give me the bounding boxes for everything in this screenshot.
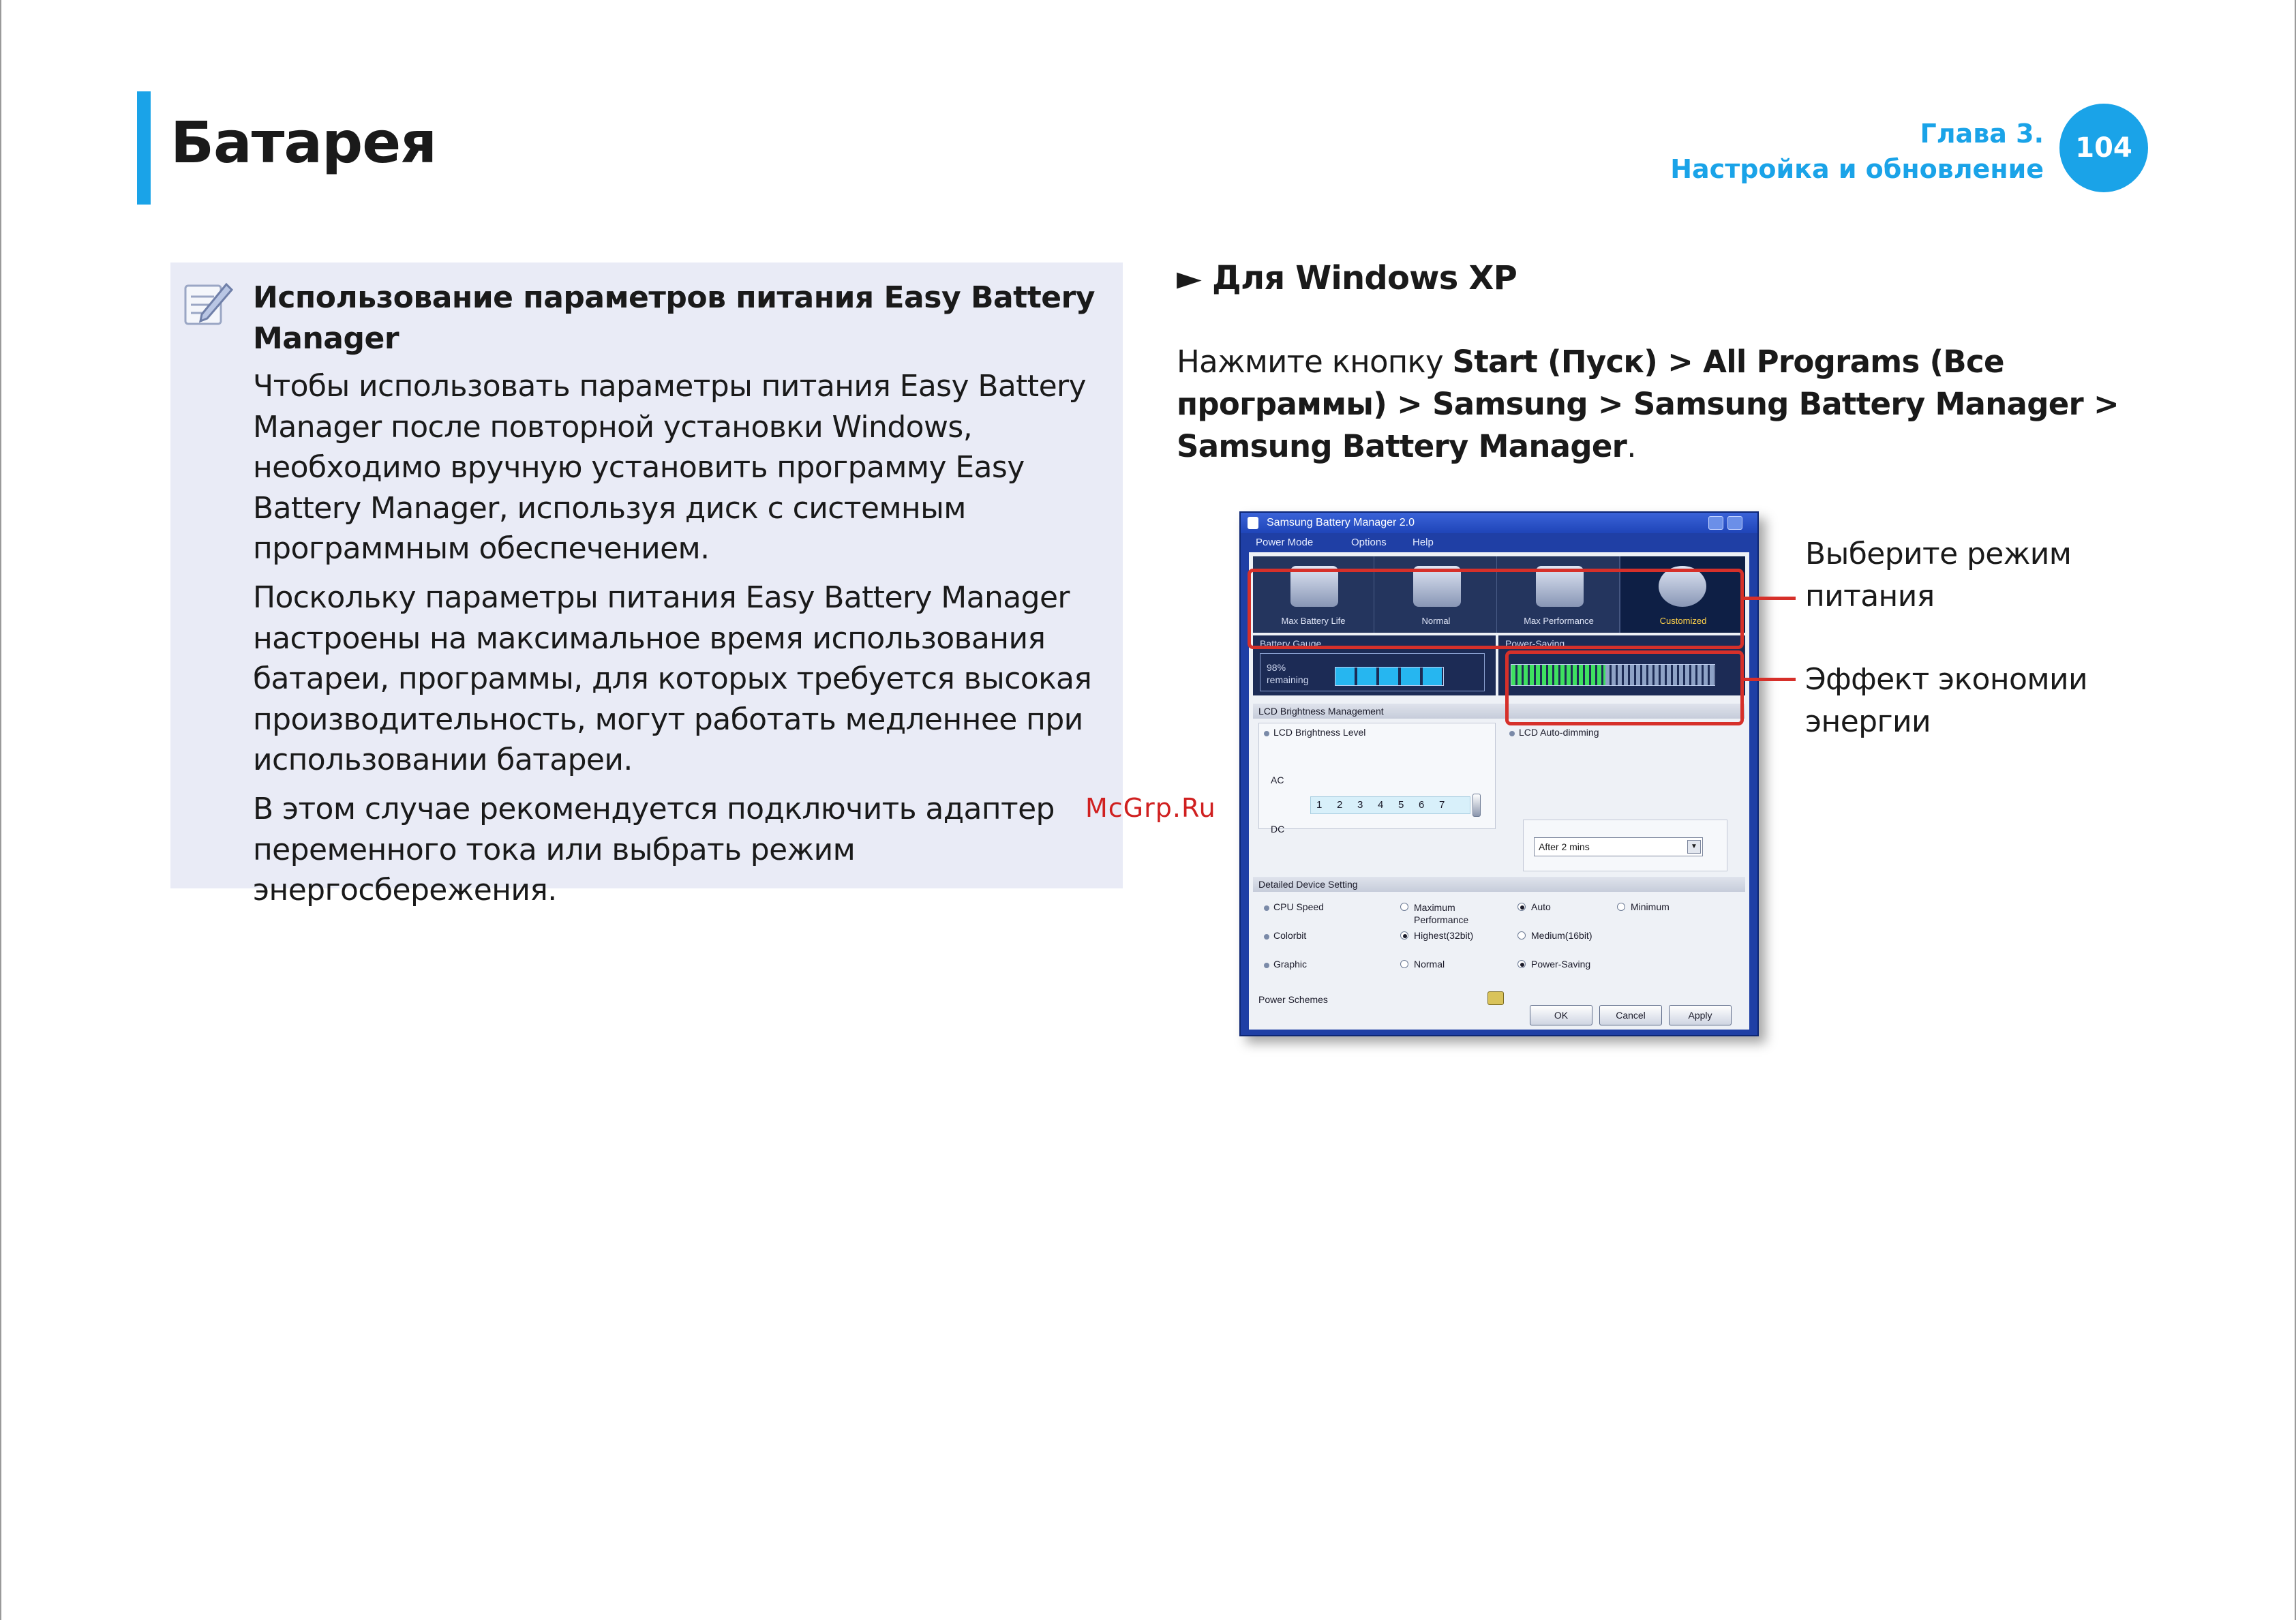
menu-options[interactable]: Options [1351,537,1387,548]
graphic-saving-label: Power-Saving [1531,959,1591,970]
instruction-menu-path: Start (Пуск) > All Programs (Все программы) > Samsung > Samsung Battery Manager > Samsung Battery Manager [1177,344,2119,464]
page-number-badge: 104 [2059,104,2148,192]
scale-tick: 1 [1316,799,1323,811]
brightness-slider-thumb[interactable] [1472,794,1481,817]
section-heading: ► Для Windows XP [1177,259,1517,297]
cpu-min-radio[interactable] [1617,903,1625,911]
bullet-icon [1509,731,1515,736]
instruction-text [1177,341,2145,468]
apply-button[interactable]: Apply [1669,1005,1732,1025]
graphic-label: Graphic [1273,959,1308,970]
mode-callout-text: Выберите режим питания [1805,537,2072,614]
lcd-level-label: LCD Brightness Level [1273,727,1366,738]
chapter-number: Глава 3. [1920,119,2044,149]
mode-label: Max Battery Life [1281,616,1346,626]
colorbit-label: Colorbit [1273,930,1307,941]
chapter-title: Настройка и обновление [1670,154,2044,184]
mode-label: Customized [1659,616,1707,626]
lcd-brightness-scale[interactable] [1310,796,1470,814]
mode-highlight-box [1248,569,1744,649]
cpu-speed-label: CPU Speed [1273,901,1324,912]
menu-help[interactable]: Help [1413,537,1434,548]
note-pencil-icon [181,279,233,328]
menu-bar [1241,533,1757,552]
cpu-min-label: Minimum [1631,901,1670,912]
mode-callout-line [1744,597,1796,600]
bullet-icon [1264,905,1269,911]
power-schemes-icon[interactable] [1487,991,1504,1005]
lcd-dc-label: DC [1271,824,1285,835]
app-logo-icon [1248,517,1258,529]
cpu-auto-radio[interactable] [1517,903,1526,911]
graphic-saving-radio[interactable] [1517,960,1526,968]
note-paragraph-2: Поскольку параметры питания Easy Battery Manager настроены на максимальное время использования батареи, программы, для которых требуется высокая производительность, могут работать медленнее при использовании батареи. [253,580,1092,777]
power-schemes-label: Power Schemes [1258,994,1328,1005]
colorbit-medium-radio[interactable] [1517,931,1526,940]
instruction-prefix: Нажмите кнопку [1177,344,1453,380]
bullet-icon [1264,731,1269,736]
window-titlebar [1241,513,1757,533]
bullet-icon [1264,963,1269,968]
page-title: Батарея [170,109,437,176]
auto-dimming-label: LCD Auto-dimming [1519,727,1599,738]
scale-tick: 2 [1337,799,1343,811]
colorbit-highest-label: Highest(32bit) [1414,930,1474,941]
device-section-header: Detailed Device Setting [1253,877,1745,892]
scale-tick: 3 [1357,799,1363,811]
battery-remaining-text: 98% remaining [1267,662,1309,685]
minimize-icon[interactable] [1708,516,1723,530]
lcd-ac-label: AC [1271,775,1284,785]
auto-dimming-value: After 2 mins [1539,841,1590,852]
auto-dimming-select[interactable] [1534,837,1703,856]
lcd-section-header: LCD Brightness Management [1253,704,1745,719]
saving-callout-line [1744,678,1796,681]
battery-gauge-caption: Battery Gauge [1260,638,1322,649]
note-title: Использование параметров питания Easy Battery Manager [253,280,1095,356]
ok-button[interactable]: OK [1530,1005,1592,1025]
cancel-button[interactable]: Cancel [1599,1005,1662,1025]
chapter-label [1670,116,2044,187]
saving-callout-text: Эффект экономии энергии [1805,662,2087,739]
cpu-max-label: Maximum Performance [1414,902,1469,925]
menu-power-mode[interactable]: Power Mode [1256,537,1314,548]
cpu-max-radio[interactable] [1400,903,1408,911]
scale-tick: 5 [1398,799,1404,811]
mode-label: Normal [1421,616,1451,626]
colorbit-highest-radio[interactable] [1400,931,1408,940]
watermark: McGrp.Ru [1085,793,1216,823]
window-title: Samsung Battery Manager 2.0 [1267,517,1415,528]
instruction-suffix: . [1627,428,1636,464]
colorbit-medium-label: Medium(16bit) [1531,930,1592,941]
note-box [170,262,1123,907]
graphic-normal-radio[interactable] [1400,960,1408,968]
chevron-down-icon[interactable]: ▼ [1687,840,1701,854]
scale-tick: 4 [1378,799,1384,811]
mode-label: Max Performance [1524,616,1594,626]
power-saving-caption: Power-Saving [1505,638,1565,649]
power-saving-highlight-box [1505,650,1744,725]
scale-tick: 7 [1439,799,1445,811]
note-paragraph-1: Чтобы использовать параметры питания Easy Battery Manager после повторной установки Windows, необходимо вручную установить программу Easy Battery Manager, используя диск с системным программным обеспечением. [253,369,1086,566]
note-paragraph-3: В этом случае рекомендуется подключить адаптер переменного тока или выбрать режим энергосбережения. [253,792,1055,907]
scale-tick: 6 [1419,799,1425,811]
bullet-icon [1264,934,1269,940]
battery-gauge-bar [1335,667,1444,686]
title-accent-bar [137,91,151,205]
close-icon[interactable] [1727,516,1742,530]
cpu-auto-label: Auto [1531,901,1551,912]
graphic-normal-label: Normal [1414,959,1445,970]
